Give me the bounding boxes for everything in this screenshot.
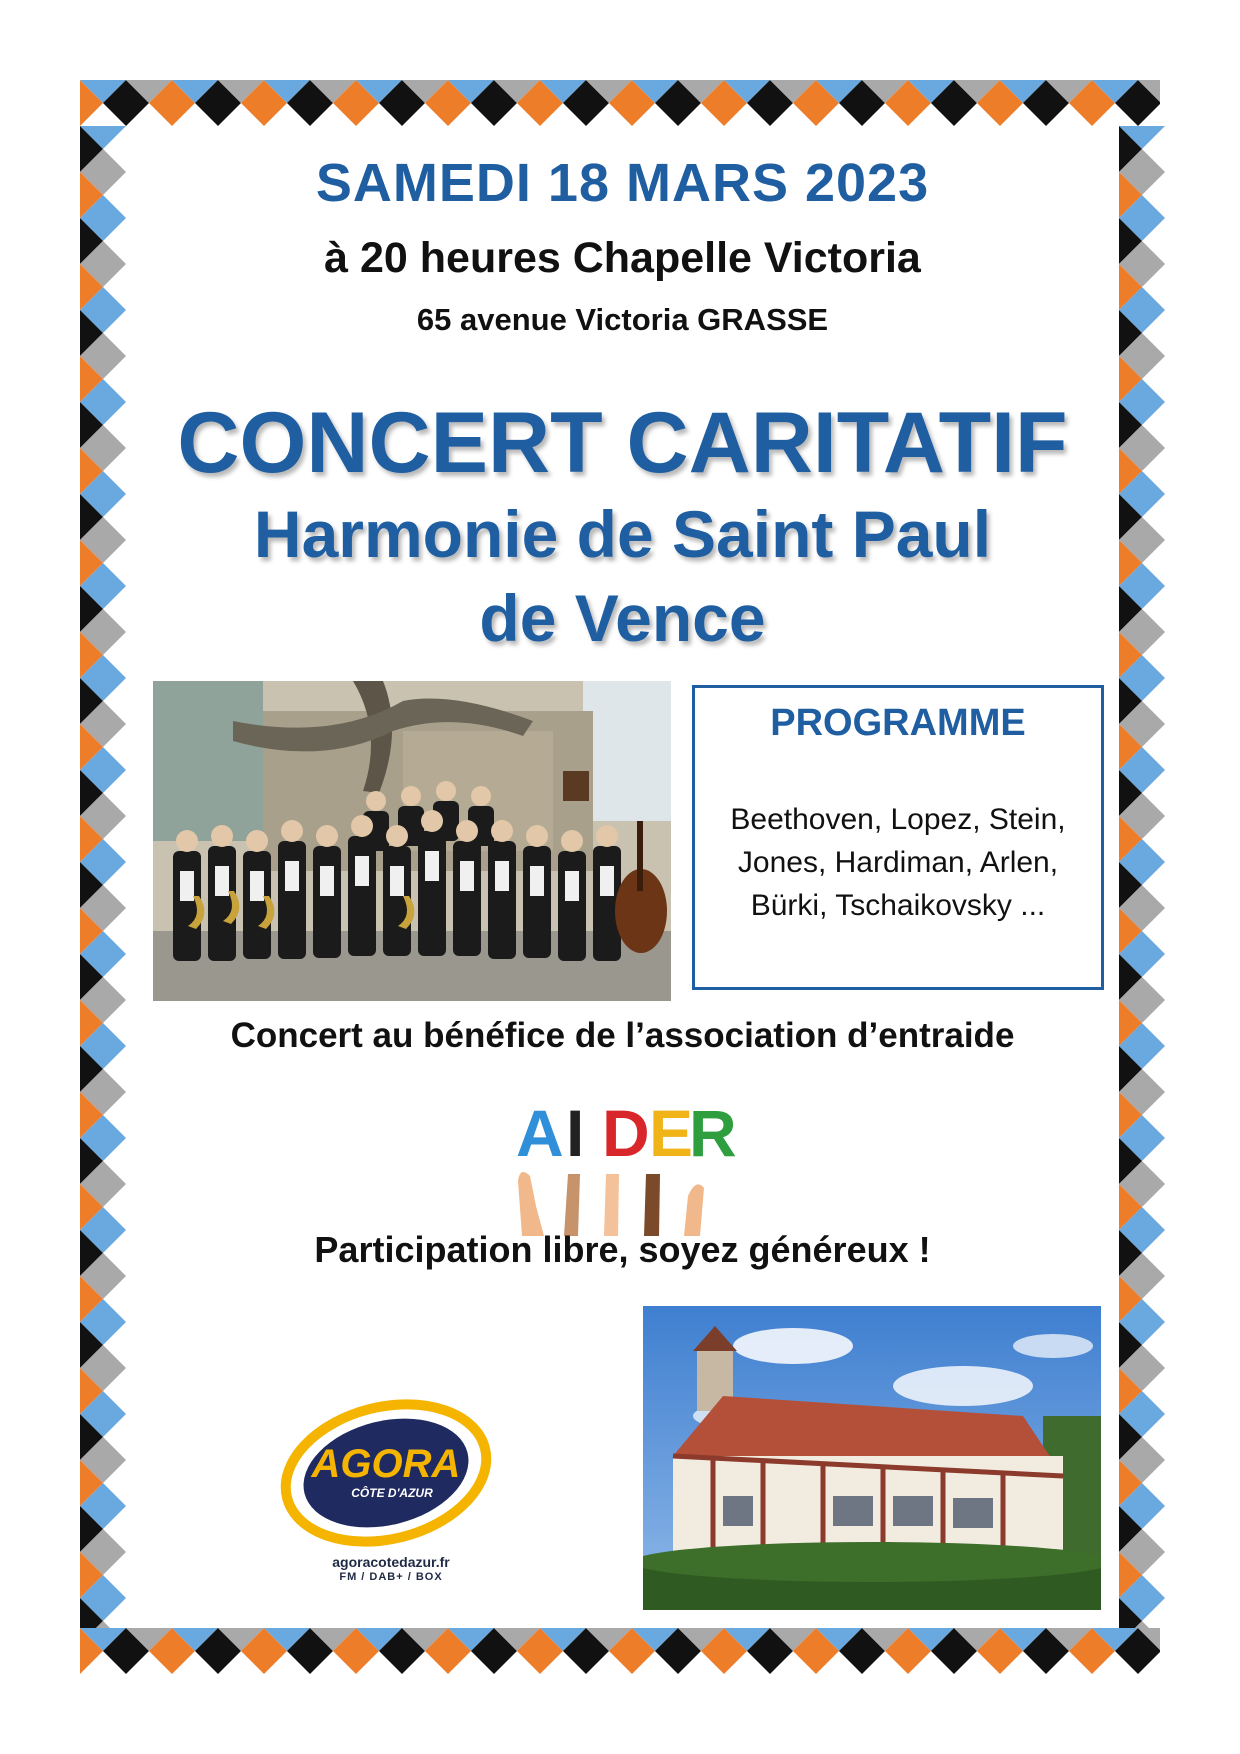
decorative-border-left [80,126,126,1628]
agora-name: AGORA [311,1442,461,1486]
participation-text: Participation libre, soyez généreux ! [314,1229,931,1270]
event-date: SAMEDI 18 MARS 2023 [315,153,930,213]
aider-letter: I [566,1096,585,1170]
aider-letter: D [602,1096,650,1170]
chapel-photo [643,1306,1101,1610]
event-address: 65 avenue Victoria GRASSE [416,302,829,337]
decorative-border-bottom [80,1628,1160,1674]
aider-letter: A [516,1096,564,1170]
decorative-border-right [1119,126,1165,1628]
raised-hands-icon [518,1172,704,1236]
aider-letter: E [649,1096,694,1170]
agora-url: agoracotedazur.fr [332,1554,450,1570]
poster-title: CONCERT CARITATIF [177,395,1068,491]
programme-title: PROGRAMME [770,702,1026,744]
programme-line: Bürki, Tschaikovsky ... [750,889,1046,922]
programme-composers [695,798,1101,927]
agora-channels: FM / DAB+ / BOX [339,1571,443,1583]
poster-subtitle-line2: de Vence [479,581,766,655]
band-photo [153,681,671,1001]
poster-content [126,126,1119,1628]
poster-subtitle-line1: Harmonie de Saint Paul [253,497,992,571]
programme-line: Beethoven, Lopez, Stein, [730,803,1066,836]
aider-logo [504,1086,754,1241]
agora-logo [274,1381,504,1561]
benefit-text: Concert au bénéfice de l’association d’entraide [230,1016,1015,1055]
decorative-border-top [80,80,1160,126]
event-time-venue: à 20 heures Chapelle Victoria [324,234,921,282]
programme-box [692,685,1104,990]
agora-region: CÔTE D'AZUR [351,1486,433,1500]
programme-line: Jones, Hardiman, Arlen, [737,846,1059,879]
aider-letter: R [689,1096,737,1170]
